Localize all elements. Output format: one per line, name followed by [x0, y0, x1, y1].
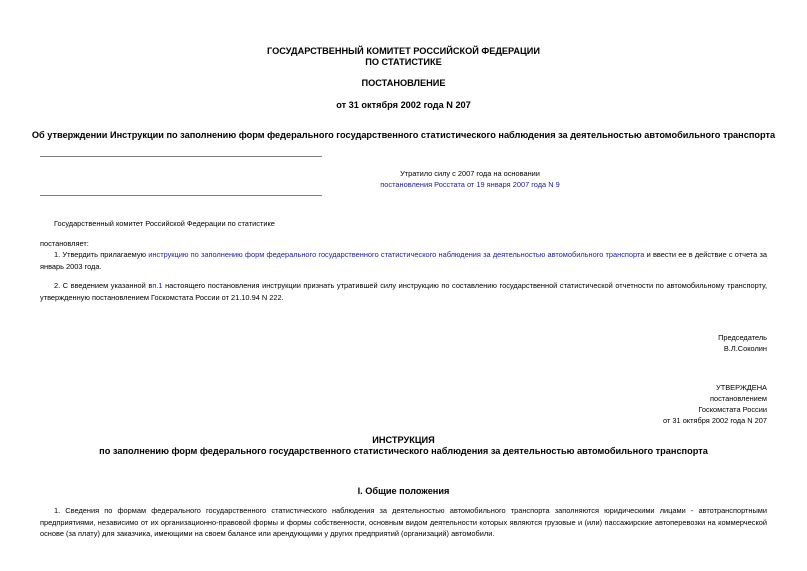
lost-force-note: Утратило силу с 2007 года на основании — [400, 169, 540, 178]
paragraph-1 — [40, 249, 767, 272]
section-heading: I. Общие положения — [357, 486, 450, 496]
intro-text: Государственный комитет Российской Федерации по статистике — [54, 219, 275, 228]
document-title: Об утверждении Инструкции по заполнению форм федерального государственного статистического наблюдения за деятельностью автомобильного транспорта — [31, 130, 776, 140]
paragraph-1-text: 1. Утвердить прилагаемую — [54, 250, 147, 259]
approval-org: Госкомстата России — [698, 405, 767, 414]
instruction-title: ИНСТРУКЦИЯ — [372, 435, 435, 445]
instruction-subtitle: по заполнению форм федерального государственного статистического наблюдения за деятельностью автомобильного транспорта — [99, 446, 708, 456]
signature-name: В.Л.Соколин — [723, 344, 767, 353]
paragraph-2-text: 2. С введением указанной в — [54, 281, 153, 290]
approval-date: от 31 октября 2002 года N 207 — [663, 416, 767, 425]
committee-name-line1: ГОСУДАРСТВЕННЫЙ КОМИТЕТ РОССИЙСКОЙ ФЕДЕРАЦИИ — [267, 46, 540, 56]
instruction-link[interactable]: инструкцию по заполнению форм федерального государственного статистического наблюдения за деятельностью автомобильного транспорта — [148, 250, 645, 259]
divider — [40, 195, 322, 196]
paragraph-2 — [40, 280, 767, 303]
approval-by: постановлением — [710, 394, 767, 403]
approval-approved: УТВЕРЖДЕНА — [716, 383, 767, 392]
paragraph-2-text-end: настоящего постановления инструкции признать утратившей силу инструкцию по составлению государственной статистической отчетности по автомобильному транспорту, утвержденную постановлением Госкомстата России от 21.10.94 N 222. — [40, 281, 767, 302]
section-paragraph-1: 1. Сведения по формам федерального государственного статистического наблюдения за деятельностью автомобильного транспорта заполняются юридическими лицами - автотранспортными предприятиями, независимо от их организационно-правовой формы и формы собственности, основным видом деятельности которых являются грузовые и (или) пассажирские автоперевозки на коммерческой основе (за плату) для заказчика, имеющими на своем балансе или арендующими у других предприятий (организаций) автомобили. — [40, 506, 767, 538]
document-date-number: от 31 октября 2002 года N 207 — [336, 100, 471, 110]
resolves-text: постановляет: — [40, 239, 89, 248]
paragraph-1-text-end: и ввести ее в действие с отчета за январь 2003 года. — [40, 250, 767, 271]
rosstat-resolution-link[interactable]: постановления Росстата от 19 января 2007 года N 9 — [380, 180, 560, 189]
clause-1-link[interactable]: п.1 — [152, 281, 163, 290]
signature-position: Председатель — [718, 333, 767, 342]
document-type: ПОСТАНОВЛЕНИЕ — [361, 78, 446, 88]
committee-name-line2: ПО СТАТИСТИКЕ — [365, 57, 442, 67]
divider — [40, 156, 322, 157]
